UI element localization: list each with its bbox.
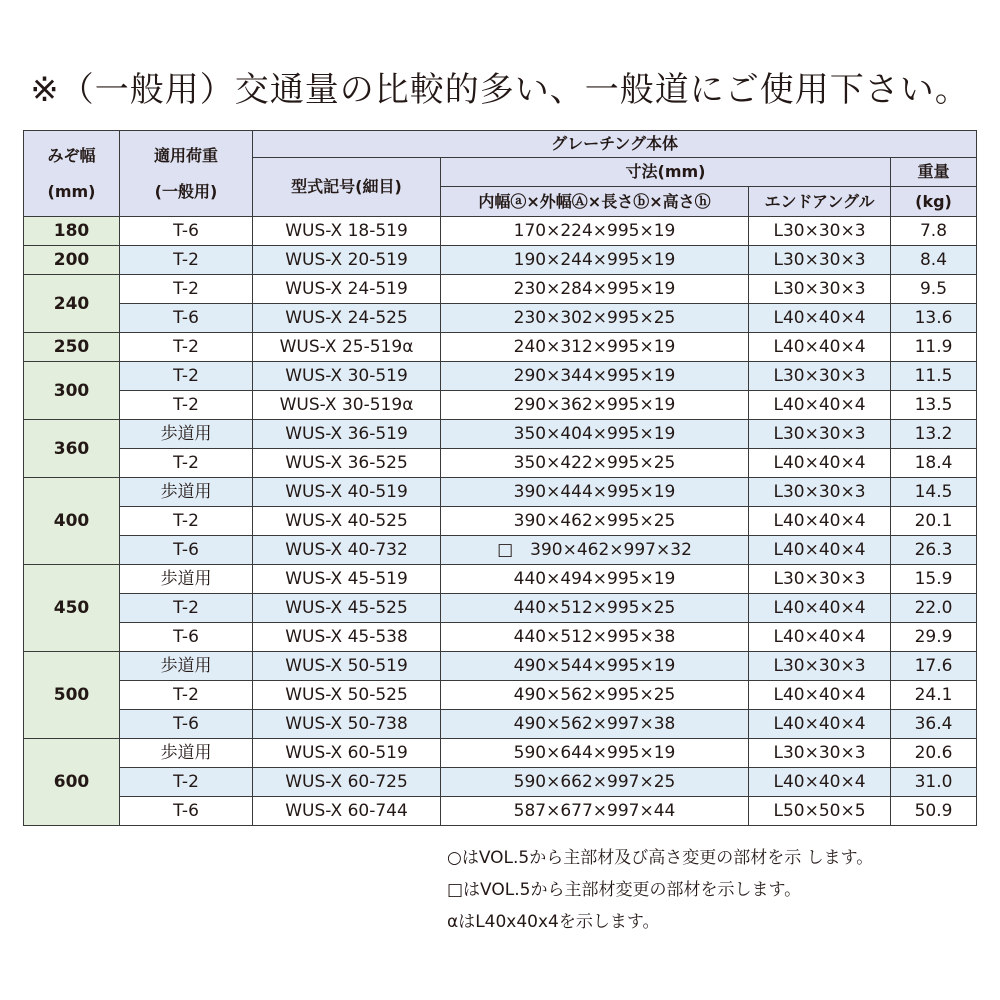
cell-end-angle: L30×30×3: [749, 739, 891, 768]
cell-groove-width: 360: [24, 420, 120, 478]
table-row: [24, 362, 977, 391]
table-row: [24, 507, 977, 536]
table-row: [24, 391, 977, 420]
cell-end-angle: L30×30×3: [749, 362, 891, 391]
cell-model: WUS-X 45-538: [253, 623, 441, 652]
cell-load: T-2: [120, 333, 253, 362]
cell-weight: 26.3: [891, 536, 977, 565]
table-row: [24, 710, 977, 739]
table-row: [24, 217, 977, 246]
header-groove-width-label: みぞ幅: [47, 145, 96, 165]
page-title: ※（一般用）交通量の比較的多い、一般道にご使用下さい。: [30, 70, 970, 110]
cell-load: T-6: [120, 536, 253, 565]
cell-end-angle: L50×50×5: [749, 797, 891, 826]
table-row: [24, 304, 977, 333]
header-body: グレーチング本体: [253, 131, 977, 158]
table-row: [24, 594, 977, 623]
cell-dimensions: 390×462×995×25: [441, 507, 749, 536]
cell-dimensions: 440×512×995×38: [441, 623, 749, 652]
cell-weight: 36.4: [891, 710, 977, 739]
cell-end-angle: L40×40×4: [749, 304, 891, 333]
header-groove-width: [24, 131, 120, 217]
cell-end-angle: L30×30×3: [749, 275, 891, 304]
table-row: [24, 565, 977, 594]
header-end-angle: エンドアングル: [749, 187, 891, 217]
table-row: [24, 536, 977, 565]
cell-weight: 13.5: [891, 391, 977, 420]
cell-load: T-2: [120, 507, 253, 536]
cell-model: WUS-X 60-519: [253, 739, 441, 768]
cell-model: WUS-X 30-519α: [253, 391, 441, 420]
cell-load: T-6: [120, 217, 253, 246]
note-square: □はVOL.5から主部材変更の部材を示します。: [447, 880, 802, 900]
cell-groove-width: 200: [24, 246, 120, 275]
cell-dimensions: 490×562×995×25: [441, 681, 749, 710]
header-dimensions: 寸法(mm): [441, 158, 891, 187]
cell-end-angle: L30×30×3: [749, 246, 891, 275]
cell-dimensions: 490×562×997×38: [441, 710, 749, 739]
cell-load: 歩道用: [120, 739, 253, 768]
cell-dimensions: 350×422×995×25: [441, 449, 749, 478]
cell-weight: 14.5: [891, 478, 977, 507]
cell-load: T-6: [120, 797, 253, 826]
cell-dimensions: 590×662×997×25: [441, 768, 749, 797]
cell-weight: 11.9: [891, 333, 977, 362]
cell-weight: 20.1: [891, 507, 977, 536]
cell-dimensions: 290×362×995×19: [441, 391, 749, 420]
table-row: [24, 246, 977, 275]
cell-weight: 20.6: [891, 739, 977, 768]
cell-weight: 24.1: [891, 681, 977, 710]
cell-load: T-2: [120, 449, 253, 478]
cell-weight: 22.0: [891, 594, 977, 623]
cell-dimensions: 230×302×995×25: [441, 304, 749, 333]
note-circle: ○はVOL.5から主部材及び高さ変更の部材を示 します。: [447, 848, 874, 868]
cell-model: WUS-X 40-519: [253, 478, 441, 507]
cell-model: WUS-X 45-525: [253, 594, 441, 623]
header-groove-width-unit: (mm): [47, 181, 96, 201]
cell-weight: 13.6: [891, 304, 977, 333]
header-weight-unit: (kg): [891, 187, 977, 217]
cell-model: WUS-X 45-519: [253, 565, 441, 594]
cell-model: WUS-X 60-744: [253, 797, 441, 826]
cell-weight: 29.9: [891, 623, 977, 652]
cell-dimensions: 440×494×995×19: [441, 565, 749, 594]
cell-load: T-2: [120, 594, 253, 623]
cell-groove-width: 180: [24, 217, 120, 246]
cell-weight: 15.9: [891, 565, 977, 594]
cell-model: WUS-X 30-519: [253, 362, 441, 391]
header-load-sub: (一般用): [154, 181, 218, 201]
cell-weight: 18.4: [891, 449, 977, 478]
cell-load: 歩道用: [120, 652, 253, 681]
cell-weight: 11.5: [891, 362, 977, 391]
cell-end-angle: L30×30×3: [749, 420, 891, 449]
table-row: [24, 449, 977, 478]
cell-weight: 8.4: [891, 246, 977, 275]
cell-load: T-2: [120, 362, 253, 391]
cell-dimensions: □ 390×462×997×32: [441, 536, 749, 565]
cell-model: WUS-X 36-525: [253, 449, 441, 478]
table-row: [24, 333, 977, 362]
cell-model: WUS-X 50-738: [253, 710, 441, 739]
cell-dimensions: 290×344×995×19: [441, 362, 749, 391]
cell-end-angle: L40×40×4: [749, 681, 891, 710]
cell-groove-width: 240: [24, 275, 120, 333]
cell-weight: 7.8: [891, 217, 977, 246]
cell-end-angle: L40×40×4: [749, 594, 891, 623]
cell-load: T-2: [120, 768, 253, 797]
cell-load: T-2: [120, 391, 253, 420]
table-body: [24, 217, 977, 826]
cell-groove-width: 600: [24, 739, 120, 826]
header-dimensions-detail: 内幅ⓐ×外幅Ⓐ×長さⓑ×高さⓗ: [441, 187, 749, 217]
cell-load: 歩道用: [120, 478, 253, 507]
cell-model: WUS-X 50-525: [253, 681, 441, 710]
cell-model: WUS-X 18-519: [253, 217, 441, 246]
cell-end-angle: L40×40×4: [749, 507, 891, 536]
cell-end-angle: L40×40×4: [749, 710, 891, 739]
cell-groove-width: 250: [24, 333, 120, 362]
cell-model: WUS-X 60-725: [253, 768, 441, 797]
cell-load: T-6: [120, 304, 253, 333]
cell-load: T-2: [120, 246, 253, 275]
cell-dimensions: 190×244×995×19: [441, 246, 749, 275]
cell-model: WUS-X 50-519: [253, 652, 441, 681]
table-row: [24, 478, 977, 507]
header-weight-label: 重量: [891, 158, 977, 187]
table-row: [24, 797, 977, 826]
cell-end-angle: L40×40×4: [749, 333, 891, 362]
cell-weight: 31.0: [891, 768, 977, 797]
cell-weight: 9.5: [891, 275, 977, 304]
cell-dimensions: 170×224×995×19: [441, 217, 749, 246]
spec-table: [23, 130, 977, 826]
header-model: 型式記号(細目): [253, 158, 441, 217]
cell-model: WUS-X 36-519: [253, 420, 441, 449]
table-row: [24, 681, 977, 710]
header-load: [120, 131, 253, 217]
cell-end-angle: L40×40×4: [749, 449, 891, 478]
header-load-label: 適用荷重: [153, 145, 218, 165]
cell-dimensions: 590×644×995×19: [441, 739, 749, 768]
cell-end-angle: L30×30×3: [749, 217, 891, 246]
cell-weight: 50.9: [891, 797, 977, 826]
cell-dimensions: 390×444×995×19: [441, 478, 749, 507]
cell-groove-width: 450: [24, 565, 120, 652]
cell-groove-width: 400: [24, 478, 120, 565]
cell-load: 歩道用: [120, 420, 253, 449]
cell-groove-width: 500: [24, 652, 120, 739]
cell-model: WUS-X 25-519α: [253, 333, 441, 362]
cell-model: WUS-X 24-525: [253, 304, 441, 333]
cell-groove-width: 300: [24, 362, 120, 420]
cell-model: WUS-X 40-732: [253, 536, 441, 565]
table-row: [24, 623, 977, 652]
cell-end-angle: L40×40×4: [749, 768, 891, 797]
cell-end-angle: L40×40×4: [749, 623, 891, 652]
note-alpha: αはL40x40x4を示します。: [447, 912, 660, 932]
cell-weight: 13.2: [891, 420, 977, 449]
cell-dimensions: 350×404×995×19: [441, 420, 749, 449]
cell-end-angle: L40×40×4: [749, 391, 891, 420]
table-row: [24, 275, 977, 304]
cell-dimensions: 230×284×995×19: [441, 275, 749, 304]
cell-dimensions: 440×512×995×25: [441, 594, 749, 623]
cell-end-angle: L30×30×3: [749, 565, 891, 594]
cell-dimensions: 587×677×997×44: [441, 797, 749, 826]
table-header: [24, 131, 977, 217]
cell-model: WUS-X 24-519: [253, 275, 441, 304]
table-row: [24, 420, 977, 449]
cell-weight: 17.6: [891, 652, 977, 681]
cell-dimensions: 240×312×995×19: [441, 333, 749, 362]
cell-end-angle: L30×30×3: [749, 478, 891, 507]
cell-model: WUS-X 20-519: [253, 246, 441, 275]
cell-load: T-6: [120, 710, 253, 739]
cell-dimensions: 490×544×995×19: [441, 652, 749, 681]
cell-end-angle: L40×40×4: [749, 536, 891, 565]
cell-load: 歩道用: [120, 565, 253, 594]
cell-load: T-2: [120, 681, 253, 710]
cell-load: T-2: [120, 275, 253, 304]
cell-model: WUS-X 40-525: [253, 507, 441, 536]
table-row: [24, 739, 977, 768]
cell-end-angle: L30×30×3: [749, 652, 891, 681]
table-row: [24, 768, 977, 797]
table-row: [24, 652, 977, 681]
cell-load: T-6: [120, 623, 253, 652]
